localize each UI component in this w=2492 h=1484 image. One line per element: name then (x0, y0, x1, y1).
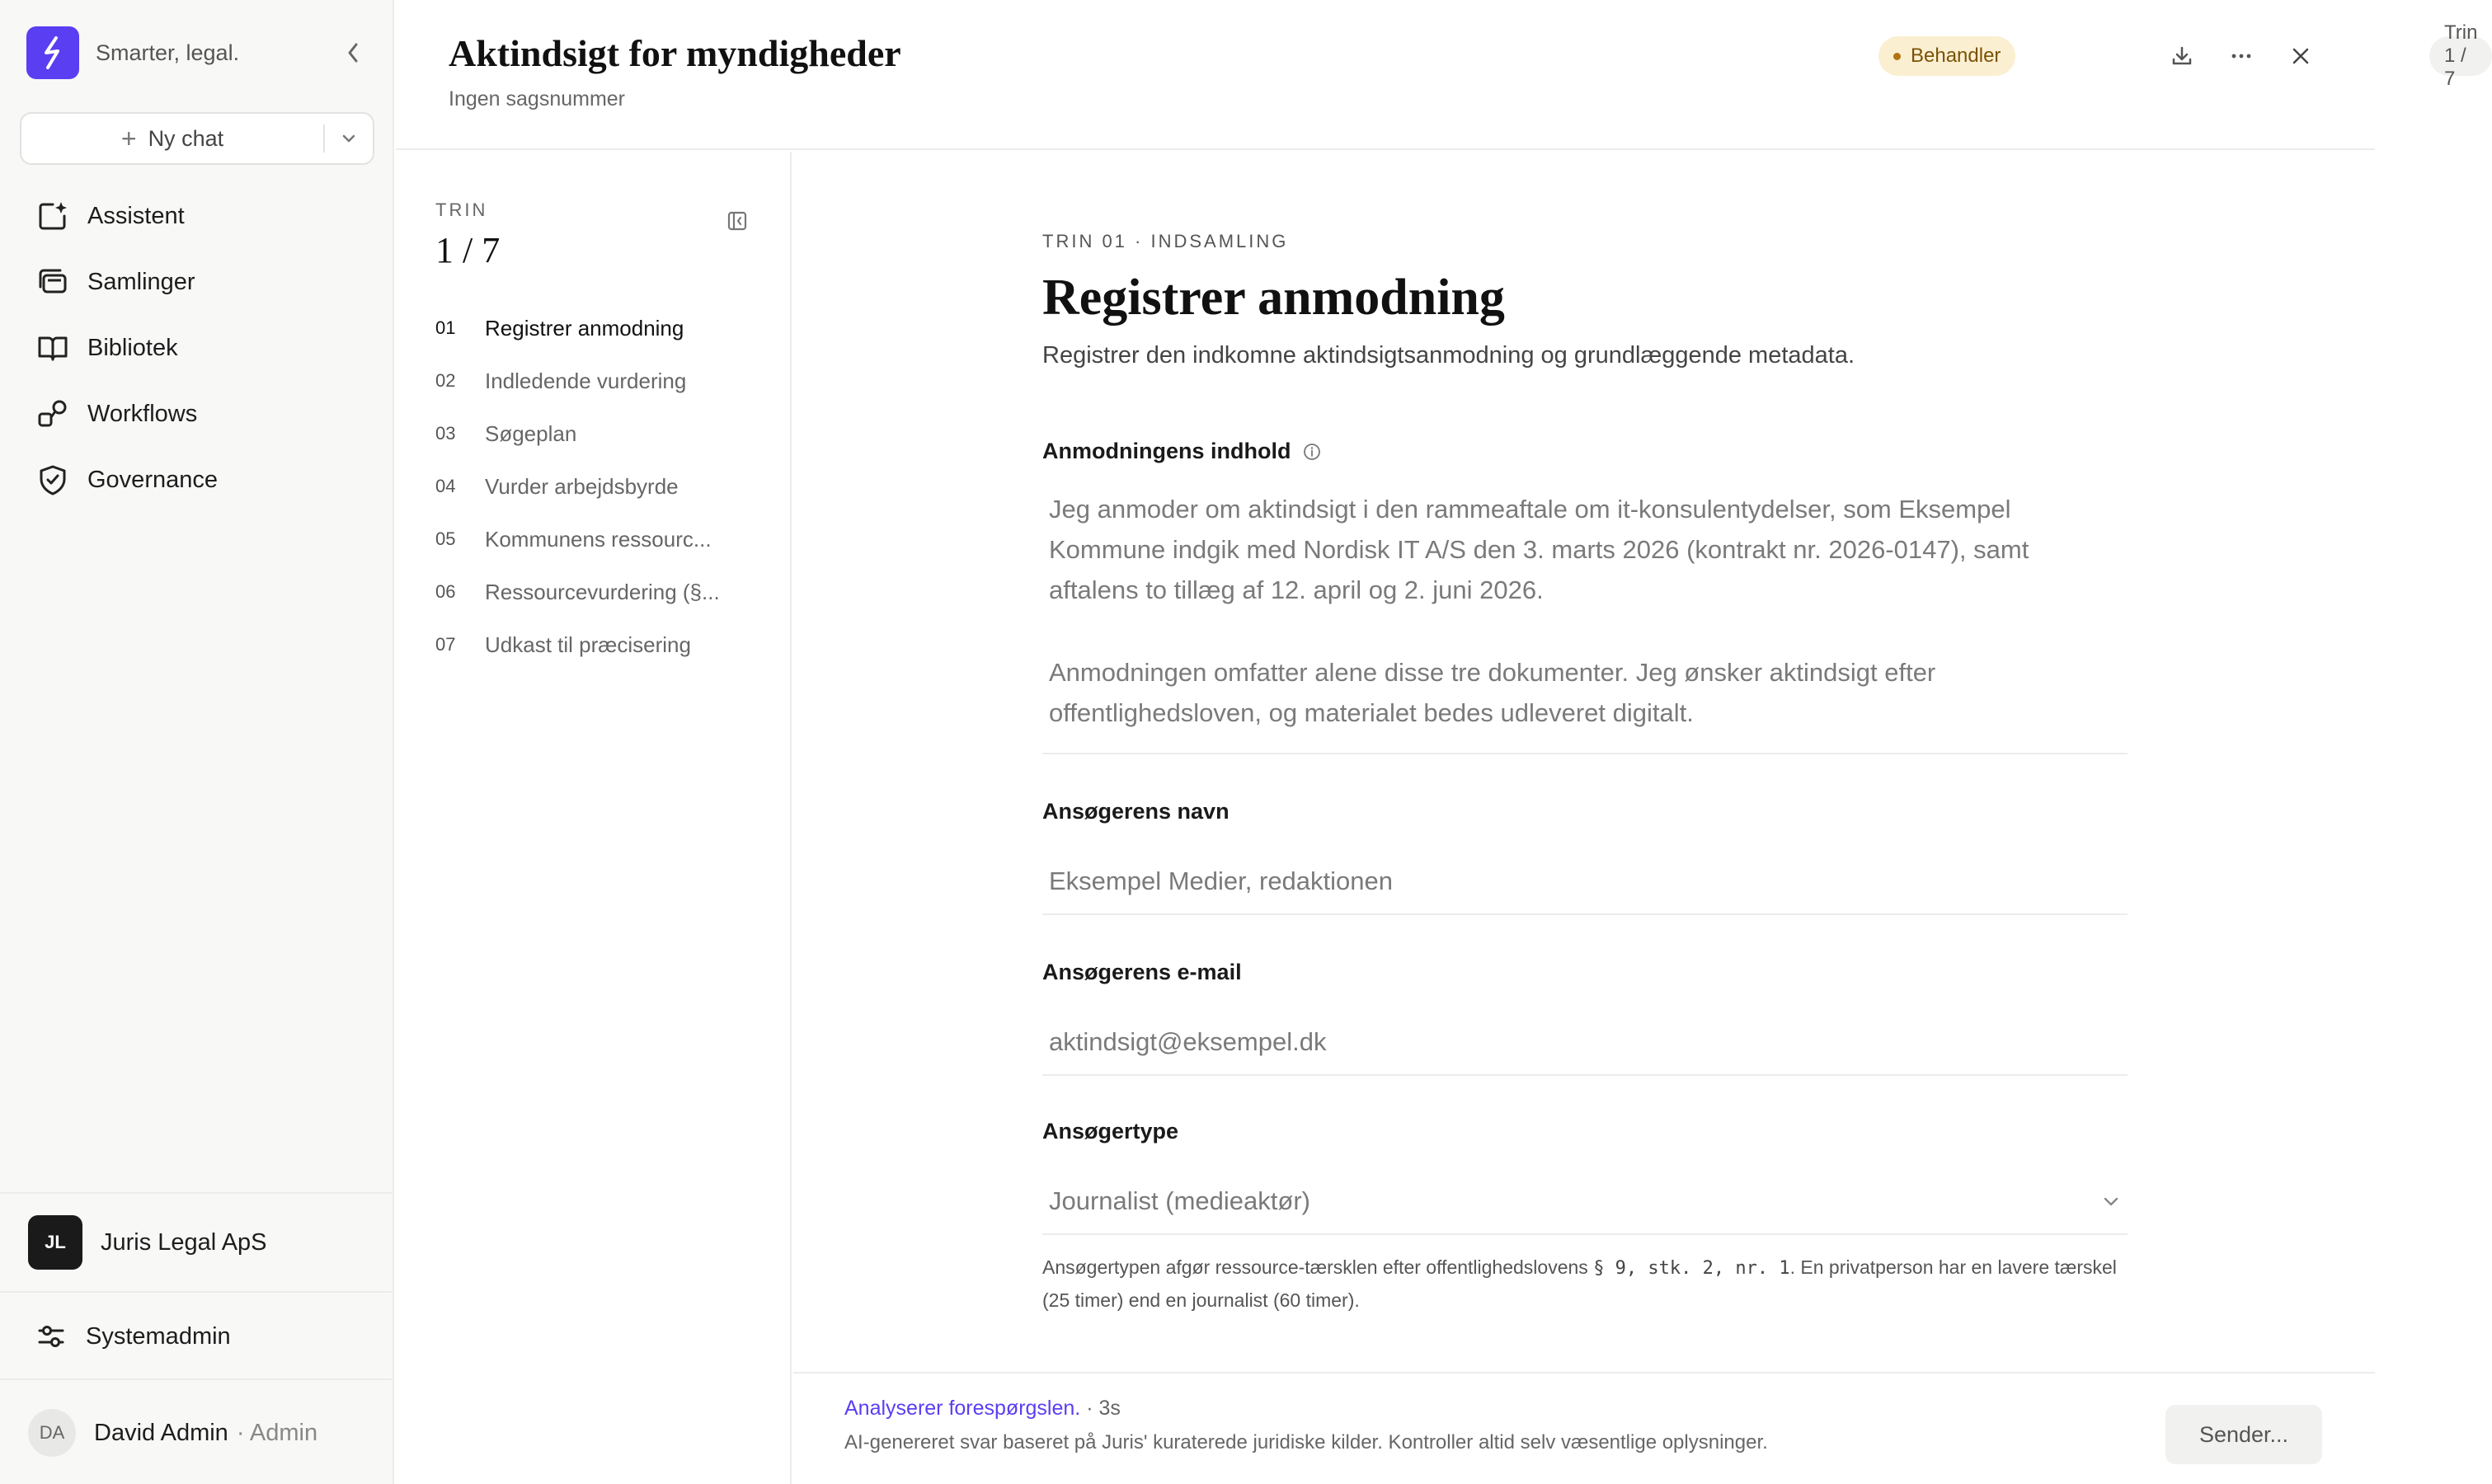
sidebar (0, 0, 394, 1484)
selected-value: Journalist (medieaktør) (1049, 1186, 1310, 1215)
collapse-sidebar-icon[interactable] (338, 38, 368, 68)
chevron-down-icon (341, 133, 357, 144)
composer-footer (793, 1372, 2375, 1484)
step-number: 03 (435, 423, 456, 444)
step-item[interactable] (435, 566, 765, 618)
sliders-icon (36, 1322, 66, 1351)
step-item[interactable] (435, 407, 765, 460)
step-item[interactable] (435, 513, 765, 566)
step-rail (396, 152, 792, 1484)
help-text-part: . En privatperson har en lavere tærskel (25 timer) end en journalist (60 timer). (1042, 1256, 2117, 1311)
applicant-email-input[interactable]: aktindsigt@eksempel.dk (1042, 1010, 2128, 1076)
step-item[interactable] (435, 302, 765, 355)
analyzing-text: Analyserer forespørgslen. (844, 1397, 1081, 1420)
new-chat-dropdown[interactable] (325, 114, 373, 163)
user-name: David Admin (94, 1419, 228, 1446)
field-label: Ansøgerens navn (1042, 799, 1230, 824)
avatar: DA (28, 1409, 76, 1457)
request-content-paragraph: Jeg anmoder om aktindsigt i den rammeaftale om it-konsulentydelser, som Eksempel Kommune indgik med Nordisk IT A/S den 3. marts 2026 (kontrakt nr. 2026-0147), samt aftalens to tillæg af 12. april og 2. juni 2026. (1049, 495, 2029, 604)
step-item[interactable] (435, 618, 765, 671)
more-options-icon[interactable] (2225, 40, 2258, 73)
case-number: Ingen sagsnummer (449, 87, 626, 110)
nav-item-workflows[interactable] (20, 381, 374, 447)
send-button[interactable]: Sender... (2165, 1405, 2322, 1464)
step-label: Søgeplan (485, 420, 577, 446)
step-badge: Trin 1 / 7 (2429, 36, 2492, 76)
page-title: Aktindsigt for myndigheder (449, 32, 901, 74)
user-role: · Admin (236, 1419, 318, 1446)
step-list (435, 302, 765, 671)
org-avatar: JL (28, 1215, 82, 1270)
nav-item-samlinger[interactable] (20, 249, 374, 315)
status-label: Behandler (1911, 45, 2001, 67)
step-eyebrow: TRIN 01 · INDSAMLING (1042, 231, 1289, 251)
step-number: 05 (435, 528, 456, 549)
step-label: Ressourcevurdering (§... (485, 579, 720, 604)
nav-label: Samlinger (87, 268, 195, 295)
shield-check-icon (36, 463, 69, 496)
request-content-paragraph: Anmodningen omfatter alene disse tre dokumenter. Jeg ønsker aktindsigt efter offentlighedsloven, og materialet bedes udleveret digitalt. (1049, 658, 1936, 727)
ai-disclaimer: AI-genereret svar baseret på Juris' kuraterede juridiske kilder. Kontroller altid selv væsentlige oplysninger. (844, 1431, 1768, 1453)
field-label (1042, 439, 2128, 464)
main-nav (20, 183, 374, 513)
step-label: Vurder arbejdsbyrde (485, 473, 679, 499)
applicant-type-select[interactable] (1042, 1169, 2128, 1235)
info-icon[interactable] (1302, 442, 1322, 462)
form-title: Registrer anmodning (1042, 270, 1505, 326)
steps-count: 1 / 7 (435, 230, 501, 270)
step-label: Registrer anmodning (485, 315, 684, 340)
new-chat-label: Ny chat (148, 125, 224, 151)
download-icon[interactable] (2165, 40, 2198, 73)
app-logo-icon[interactable] (26, 26, 79, 79)
request-content-textarea[interactable] (1042, 489, 2128, 754)
toggle-rail-icon[interactable] (722, 206, 752, 236)
status-badge (1878, 36, 2015, 76)
request-form (1042, 231, 2128, 1316)
workflow-icon (36, 397, 69, 430)
close-icon[interactable] (2284, 40, 2317, 73)
step-label: Kommunens ressourc... (485, 526, 712, 552)
status-dot-icon (1893, 53, 1901, 60)
nav-item-governance[interactable] (20, 447, 374, 513)
step-label: Udkast til præcisering (485, 632, 691, 657)
sparkle-edit-icon (36, 200, 69, 232)
step-number: 04 (435, 476, 456, 496)
layers-icon (36, 265, 69, 298)
nav-label: Bibliotek (87, 334, 178, 361)
nav-label: Governance (87, 466, 218, 493)
field-label-text: Anmodningens indhold (1042, 439, 1291, 463)
form-description: Registrer den indkomne aktindsigtsanmodning og grundlæggende metadata. (1042, 342, 1855, 369)
systemadmin-link[interactable] (0, 1294, 394, 1380)
step-number: 06 (435, 581, 456, 602)
org-name: Juris Legal ApS (101, 1228, 267, 1256)
systemadmin-label: Systemadmin (86, 1322, 231, 1350)
step-item[interactable] (435, 355, 765, 407)
field-type (1042, 1119, 2128, 1316)
field-label: Ansøgertype (1042, 1119, 1179, 1144)
page-header (396, 0, 2478, 150)
elapsed-time: · 3s (1086, 1397, 1121, 1420)
book-icon (36, 331, 69, 364)
brand-tagline: Smarter, legal. (96, 40, 240, 65)
field-content (1042, 439, 2128, 754)
user-menu[interactable] (0, 1382, 394, 1484)
new-chat-button[interactable] (21, 114, 323, 163)
help-text-code: § 9, stk. 2, nr. 1 (1593, 1258, 1790, 1279)
brand (26, 26, 239, 79)
step-number: 01 (435, 317, 456, 338)
nav-label: Assistent (87, 202, 185, 229)
nav-label: Workflows (87, 400, 198, 427)
step-item[interactable] (435, 460, 765, 513)
field-label: Ansøgerens e-mail (1042, 960, 1242, 984)
field-name (1042, 799, 2128, 915)
help-text (1042, 1252, 2128, 1316)
steps-label: TRIN (435, 200, 488, 220)
step-number: 07 (435, 634, 456, 655)
analysis-status (844, 1397, 1121, 1421)
applicant-name-input[interactable]: Eksempel Medier, redaktionen (1042, 849, 2128, 915)
org-switcher[interactable] (0, 1192, 394, 1293)
nav-item-assistent[interactable] (20, 183, 374, 249)
plus-icon: + (120, 123, 137, 153)
step-label: Indledende vurdering (485, 368, 687, 393)
step-number: 02 (435, 370, 456, 391)
chevron-down-icon (2101, 1195, 2121, 1208)
new-chat-control (20, 112, 374, 165)
field-email (1042, 960, 2128, 1076)
main-content (793, 152, 2375, 1372)
nav-item-bibliotek[interactable] (20, 315, 374, 381)
help-text-part: Ansøgertypen afgør ressource-tærsklen efter offentlighedslovens (1042, 1256, 1594, 1278)
